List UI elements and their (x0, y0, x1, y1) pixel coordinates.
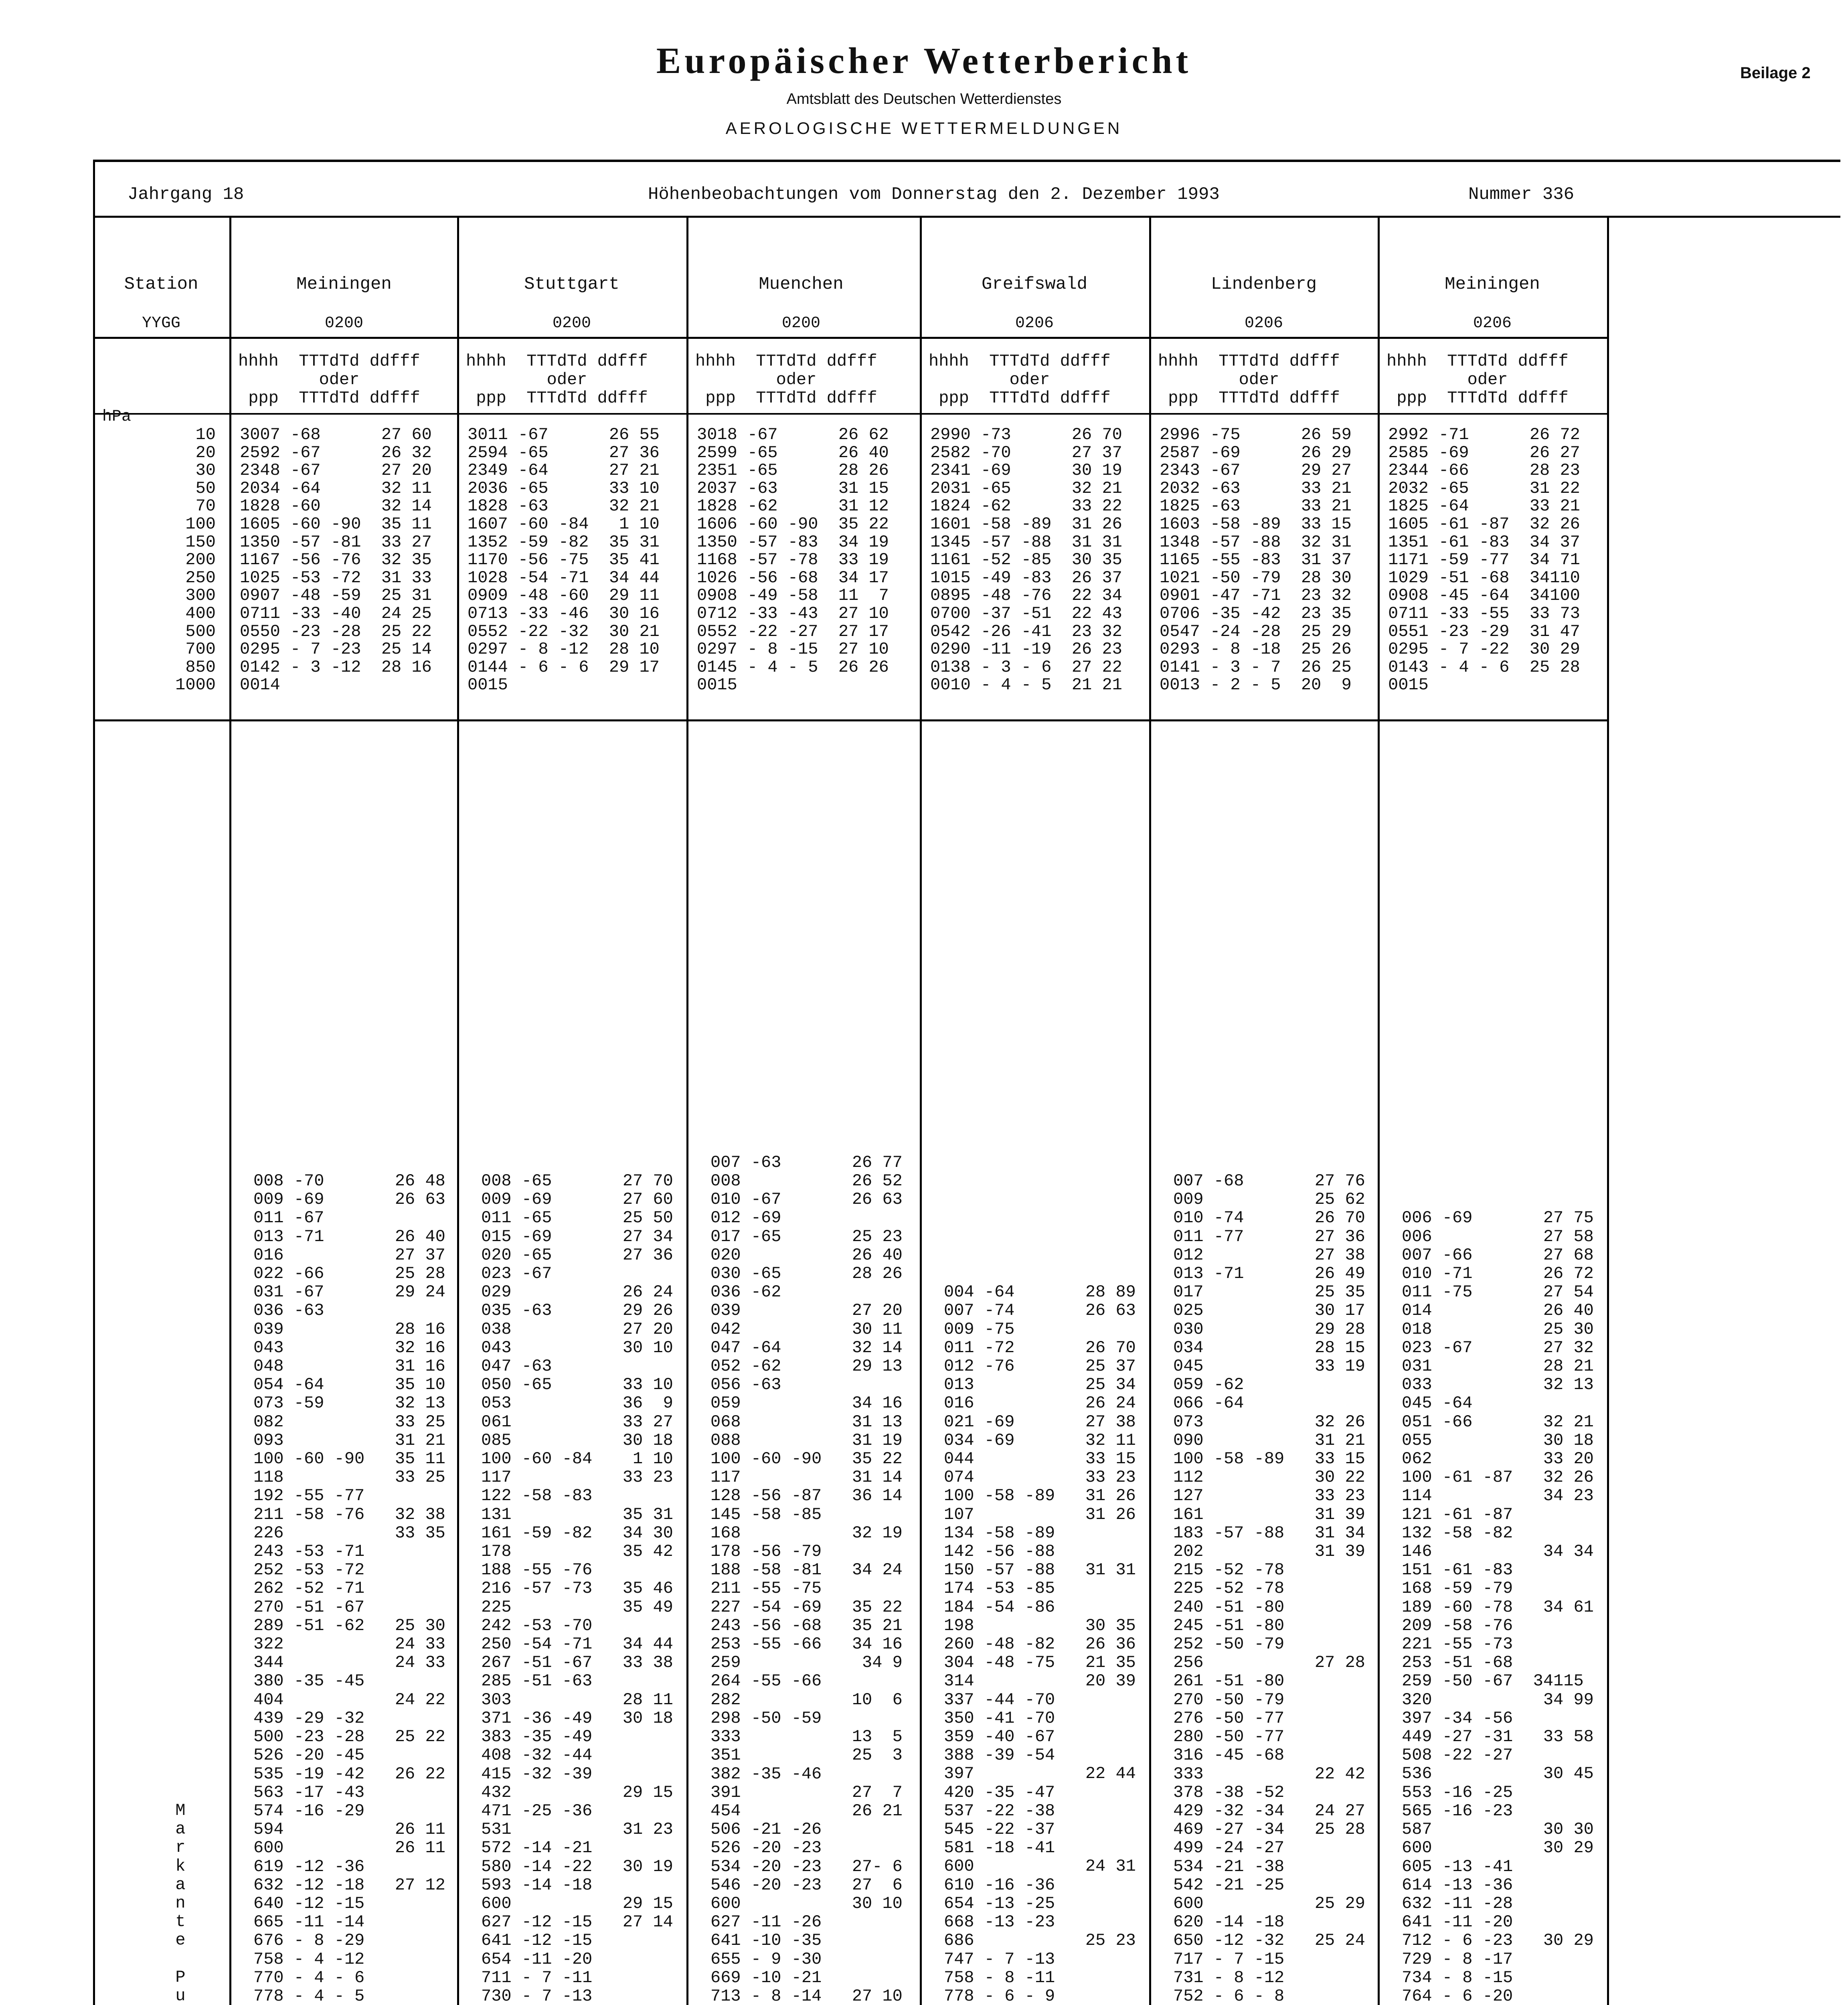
column-subheader: hhhh TTTdTd ddfff oder ppp TTTdTd ddfff (1158, 352, 1340, 408)
observation-date: Höhenbeobachtungen vom Donnerstag den 2. Dezember 1993 (648, 184, 1220, 205)
significant-levels-data: 006 -69 27 75 006 27 58 007 -66 27 68 010 -71 26 72 011 -75 27 54 014 26 40 018 25 30 023 -67 27 32 031 28 21 033 32 13 045 -64 051 -66 32 21 055 30 18 062 33 20 100 -61 -87 32 26 114 34 23 121 -61 -87 132 -58 -82 146 34 34 151 -61 -83 168 -59 -79 189 -60 -78 34 61 209 -58 -76 221 -55 -73 253 -51 -68 259 -50 -67 34115 320 34 99 397 -34 -56 449 -27 -31 33 58 508 -22 -27 536 30 45 553 -16 -25 565 -16 -23 587 30 30 600 30 29 605 -13 -41 614 -13 -36 632 -11 -28 641 -11 -20 712 - 6 -23 30 29 729 - 8 -17 734 - 8 -15 764 - 6 -20 (1402, 1208, 1594, 2005)
issue-number: Nummer 336 (1468, 184, 1575, 205)
volume-label: Jahrgang 18 (128, 184, 244, 205)
column-rule (686, 217, 688, 2005)
significant-levels-data: 007 -68 27 76 009 25 62 010 -74 26 70 011 -77 27 36 012 27 38 013 -71 26 49 017 25 35 025 30 17 030 29 28 034 28 15 045 33 19 059 -62 066 -64 073 32 26 090 31 21 100 -58 -89 33 15 112 30 22 127 33 23 161 31 39 183 -57 -88 31 34 202 31 39 215 -52 -78 225 -52 -78 240 -51 -80 245 -51 -80 252 -50 -79 256 27 28 261 -51 -80 270 -50 -79 276 -50 -77 280 -50 -77 316 -45 -68 333 22 42 378 -38 -52 429 -32 -34 24 27 469 -27 -34 25 28 499 -24 -27 534 -21 -38 542 -21 -25 600 25 29 620 -14 -18 650 -12 -32 25 24 717 - 7 -15 731 - 8 -12 752 - 6 - 8 (1173, 1171, 1365, 2005)
standard-levels-data: 3018 -67 26 62 2599 -65 26 40 2351 -65 28 26 2037 -63 31 15 1828 -62 31 12 1606 -60 -90 35 22 1350 -57 -83 34 19 1168 -57 -78 33 19 1026 -56 -68 34 17 0908 -49 -58 11 7 0712 -33 -43 27 10 0552 -22 -27 27 17 0297 - 8 -15 27 10 0145 - 4 - 5 26 26 0015 (697, 425, 889, 695)
standard-levels-data: 2990 -73 26 70 2582 -70 27 37 2341 -69 30 19 2031 -65 32 21 1824 -62 33 22 1601 -58 -89 31 26 1345 -57 -88 31 31 1161 -52 -85 30 35 1015 -49 -83 26 37 0895 -48 -76 22 34 0700 -37 -51 22 43 0542 -26 -41 23 32 0290 -11 -19 26 23 0138 - 3 - 6 27 22 0010 - 4 - 5 21 21 (930, 425, 1122, 695)
page-title: Europäischer Wetterbericht (656, 40, 1192, 81)
rule-table-right (1607, 217, 1609, 2005)
standard-levels-data: 3011 -67 26 55 2594 -65 27 36 2349 -64 27 21 2036 -65 33 10 1828 -63 32 21 1607 -60 -84 1 10 1352 -59 -82 35 31 1170 -56 -75 35 41 1028 -54 -71 34 44 0909 -48 -60 29 11 0713 -33 -46 30 16 0552 -22 -32 30 21 0297 - 8 -12 28 10 0144 - 6 - 6 29 17 0015 (468, 425, 660, 695)
column-subheader: hhhh TTTdTd ddfff oder ppp TTTdTd ddfff (929, 352, 1111, 408)
observation-time: 0206 (1244, 314, 1283, 332)
pressure-levels: 10 20 30 50 70 100 150 200 250 300 400 500 700 850 1000 (175, 425, 216, 695)
hpa-label: hPa (102, 408, 132, 426)
rule-under-header (93, 216, 1840, 218)
station-label: Station (124, 274, 198, 294)
section-title: AEROLOGISCHE WETTERMELDUNGEN (725, 119, 1123, 138)
rule-under-station (93, 337, 1609, 339)
station-name: Meiningen (1445, 274, 1540, 294)
significant-levels-data: 008 -65 27 70 009 -69 27 60 011 -65 25 50 015 -69 27 34 020 -65 27 36 023 -67 029 26 24 035 -63 29 26 038 27 20 043 30 10 047 -63 050 -65 33 10 053 36 9 061 33 27 085 30 18 100 -60 -84 1 10 117 33 23 122 -58 -83 131 35 31 161 -59 -82 34 30 178 35 42 188 -55 -76 216 -57 -73 35 46 225 35 49 242 -53 -70 250 -54 -71 34 44 267 -51 -67 33 38 285 -51 -63 303 28 11 371 -36 -49 30 18 383 -35 -49 408 -32 -44 415 -32 -39 432 29 15 471 -25 -36 531 31 23 572 -14 -21 580 -14 -22 30 19 593 -14 -18 600 29 15 627 -12 -15 27 14 641 -12 -15 654 -11 -20 711 - 7 -11 730 - 7 -13 (481, 1171, 673, 2005)
column-subheader: hhhh TTTdTd ddfff oder ppp TTTdTd ddfff (695, 352, 877, 408)
marked-points-label: M a r k a n t e P u (175, 1801, 186, 2005)
rule-under-std (93, 719, 1609, 721)
station-name: Meiningen (296, 274, 392, 294)
observation-time: 0200 (552, 314, 591, 332)
standard-levels-data: 2996 -75 26 59 2587 -69 26 29 2343 -67 29 27 2032 -63 33 21 1825 -63 33 21 1603 -58 -89 33 15 1348 -57 -88 32 31 1165 -55 -83 31 37 1021 -50 -79 28 30 0901 -47 -71 23 32 0706 -35 -42 23 35 0547 -24 -28 25 29 0293 - 8 -18 25 26 0141 - 3 - 7 26 25 0013 - 2 - 5 20 9 (1160, 425, 1352, 695)
standard-levels-data: 2992 -71 26 72 2585 -69 26 27 2344 -66 28 23 2032 -65 31 22 1825 -64 33 21 1605 -61 -87 32 26 1351 -61 -83 34 37 1171 -59 -77 34 71 1029 -51 -68 34110 0908 -45 -64 34100 0711 -33 -55 33 73 0551 -23 -29 31 47 0295 - 7 -22 30 29 0143 - 4 - 6 25 28 0015 (1388, 425, 1580, 695)
page-subtitle: Amtsblatt des Deutschen Wetterdienstes (786, 91, 1062, 107)
observation-time: 0200 (781, 314, 820, 332)
station-name: Greifswald (981, 274, 1088, 294)
standard-levels-data: 3007 -68 27 60 2592 -67 26 32 2348 -67 27 20 2034 -64 32 11 1828 -60 32 14 1605 -60 -90 35 11 1350 -57 -81 33 27 1167 -56 -76 32 35 1025 -53 -72 31 33 0907 -48 -59 25 31 0711 -33 -40 24 25 0550 -23 -28 25 22 0295 - 7 -23 25 14 0142 - 3 -12 28 16 0014 (240, 425, 432, 695)
observation-time: 0206 (1473, 314, 1512, 332)
observation-time: 0200 (324, 314, 363, 332)
column-rule (1149, 217, 1151, 2005)
column-rule (920, 217, 922, 2005)
column-subheader: hhhh TTTdTd ddfff oder ppp TTTdTd ddfff (238, 352, 420, 408)
station-name: Lindenberg (1210, 274, 1317, 294)
yygg-label: YYGG (142, 314, 180, 332)
column-subheader: hhhh TTTdTd ddfff oder ppp TTTdTd ddfff (1387, 352, 1569, 408)
supplement-label: Beilage 2 (1740, 64, 1811, 82)
rule-under-colhead (93, 413, 1609, 415)
station-name: Muenchen (759, 274, 844, 294)
column-rule (1378, 217, 1380, 2005)
significant-levels-data: 008 -70 26 48 009 -69 26 63 011 -67 013 -71 26 40 016 27 37 022 -66 25 28 031 -67 29 24 036 -63 039 28 16 043 32 16 048 31 16 054 -64 35 10 073 -59 32 13 082 33 25 093 31 21 100 -60 -90 35 11 118 33 25 192 -55 -77 211 -58 -76 32 38 226 33 35 243 -53 -71 252 -53 -72 262 -52 -71 270 -51 -67 289 -51 -62 25 30 322 24 33 344 24 33 380 -35 -45 404 24 22 439 -29 -32 500 -23 -28 25 22 526 -20 -45 535 -19 -42 26 22 563 -17 -43 574 -16 -29 594 26 11 600 26 11 619 -12 -36 632 -12 -18 27 12 640 -12 -15 665 -11 -14 676 - 8 -29 758 - 4 -12 770 - 4 - 6 778 - 4 - 5 (253, 1171, 445, 2005)
significant-levels-data: 007 -63 26 77 008 26 52 010 -67 26 63 012 -69 017 -65 25 23 020 26 40 030 -65 28 26 036 -62 039 27 20 042 30 11 047 -64 32 14 052 -62 29 13 056 -63 059 34 16 068 31 13 088 31 19 100 -60 -90 35 22 117 31 14 128 -56 -87 36 14 145 -58 -85 168 32 19 178 -56 -79 188 -58 -81 34 24 211 -55 -75 227 -54 -69 35 22 243 -56 -68 35 21 253 -55 -66 34 16 259 34 9 264 -55 -66 282 10 6 298 -50 -59 333 13 5 351 25 3 382 -35 -46 391 27 7 454 26 21 506 -21 -26 526 -20 -23 534 -20 -23 27- 6 546 -20 -23 27 6 600 30 10 627 -11 -26 641 -10 -35 655 - 9 -30 669 -10 -21 713 - 8 -14 27 10 (710, 1152, 903, 2005)
observation-time: 0206 (1015, 314, 1054, 332)
column-rule (229, 217, 231, 2005)
column-rule (457, 217, 459, 2005)
station-name: Stuttgart (524, 274, 619, 294)
significant-levels-data: 004 -64 28 89 007 -74 26 63 009 -75 011 -72 26 70 012 -76 25 37 013 25 34 016 26 24 021 -69 27 38 034 -69 32 11 044 33 15 074 33 23 100 -58 -89 31 26 107 31 26 134 -58 -89 142 -56 -88 150 -57 -88 31 31 174 -53 -85 184 -54 -86 198 30 35 260 -48 -82 26 36 304 -48 -75 21 35 314 20 39 337 -44 -70 350 -41 -70 359 -40 -67 388 -39 -54 397 22 44 420 -35 -47 537 -22 -38 545 -22 -37 581 -18 -41 600 24 31 610 -16 -36 654 -13 -25 668 -13 -23 686 25 23 747 - 7 -13 758 - 8 -11 778 - 6 - 9 (944, 1282, 1136, 2005)
column-subheader: hhhh TTTdTd ddfff oder ppp TTTdTd ddfff (466, 352, 648, 408)
